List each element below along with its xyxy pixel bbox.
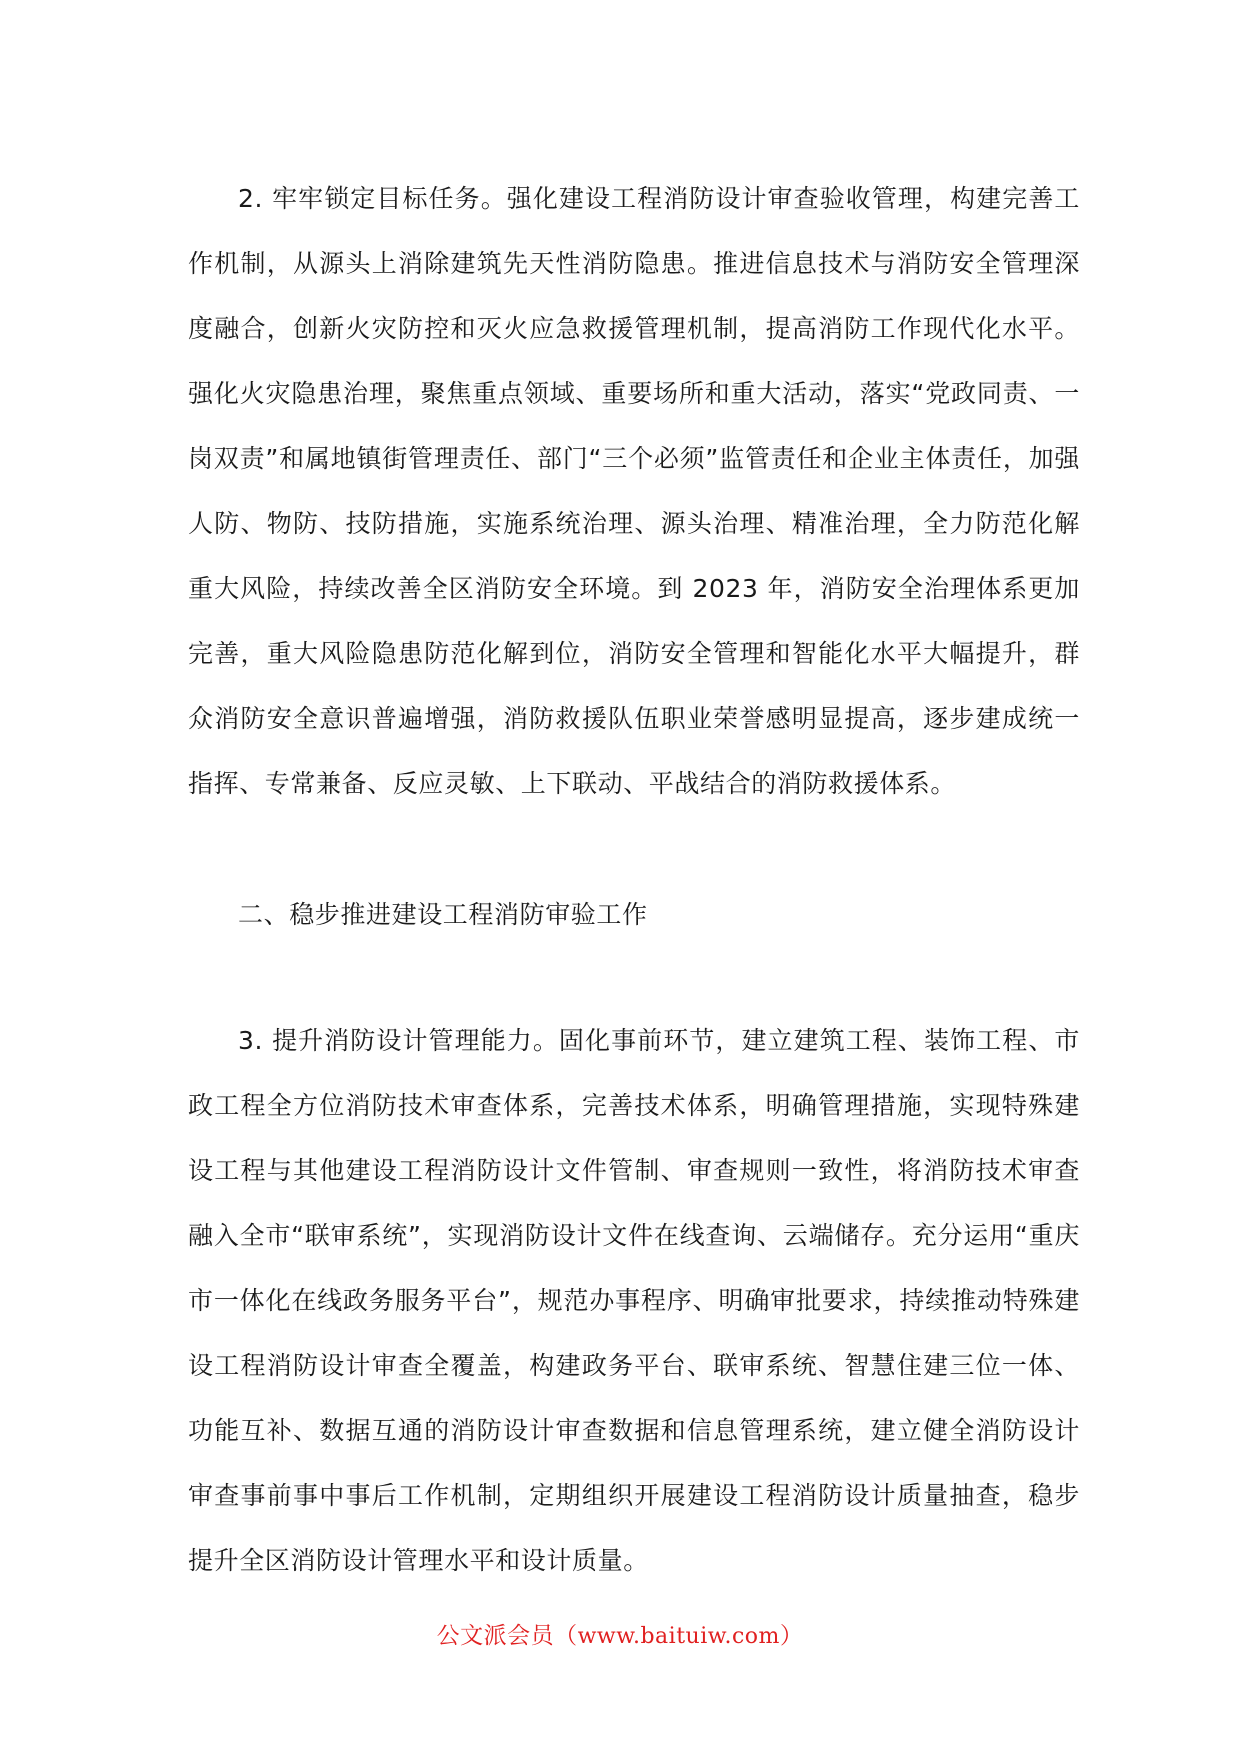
footer-suffix: ）	[779, 1623, 804, 1649]
footer-prefix: 公文派会员（	[436, 1623, 578, 1649]
footer-url: www.baituiw.com	[577, 1624, 780, 1649]
paragraph-fire-design-management: 3. 提升消防设计管理能力。固化事前环节，建立建筑工程、装饰工程、市政工程全方位消防技术审查体系，完善技术体系，明确管理措施，实现特殊建设工程与其他建设工程消防设计文件管制、审查规则一致性，将消防技术审查融入全市“联审系统”，实现消防设计文件在线查询、云端储存。充分运用“重庆市一体化在线政务服务平台”，规范办事程序、明确审批要求，持续推动特殊建设工程消防设计审查全覆盖，构建政务平台、联审系统、智慧住建三位一体、功能互补、数据互通的消防设计审查数据和信息管理系统，建立健全消防设计审查事前事中事后工作机制，定期组织开展建设工程消防设计质量抽查，稳步提升全区消防设计管理水平和设计质量。	[188, 1026, 1080, 1575]
paragraph-target-tasks: 2. 牢牢锁定目标任务。强化建设工程消防设计审查验收管理，构建完善工作机制，从源头上消除建筑先天性消防隐患。推进信息技术与消防安全管理深度融合，创新火灾防控和灭火应急救援管理机制，提高消防工作现代化水平。强化火灾隐患治理，聚焦重点领域、重要场所和重大活动，落实“党政同责、一岗双责”和属地镇街管理责任、部门“三个必须”监管责任和企业主体责任，加强人防、物防、技防措施，实施系统治理、源头治理、精准治理，全力防范化解重大风险，持续改善全区消防安全环境。到 2023 年，消防安全治理体系更加完善，重大风险隐患防范化解到位，消防安全管理和智能化水平大幅提升，群众消防安全意识普遍增强，消防救援队伍职业荣誉感明显提高，逐步建成统一指挥、专常兼备、反应灵敏、上下联动、平战结合的消防救援体系。	[188, 184, 1080, 798]
section-heading: 二、稳步推进建设工程消防审验工作	[238, 900, 648, 929]
footer-watermark	[0, 1616, 1240, 1657]
